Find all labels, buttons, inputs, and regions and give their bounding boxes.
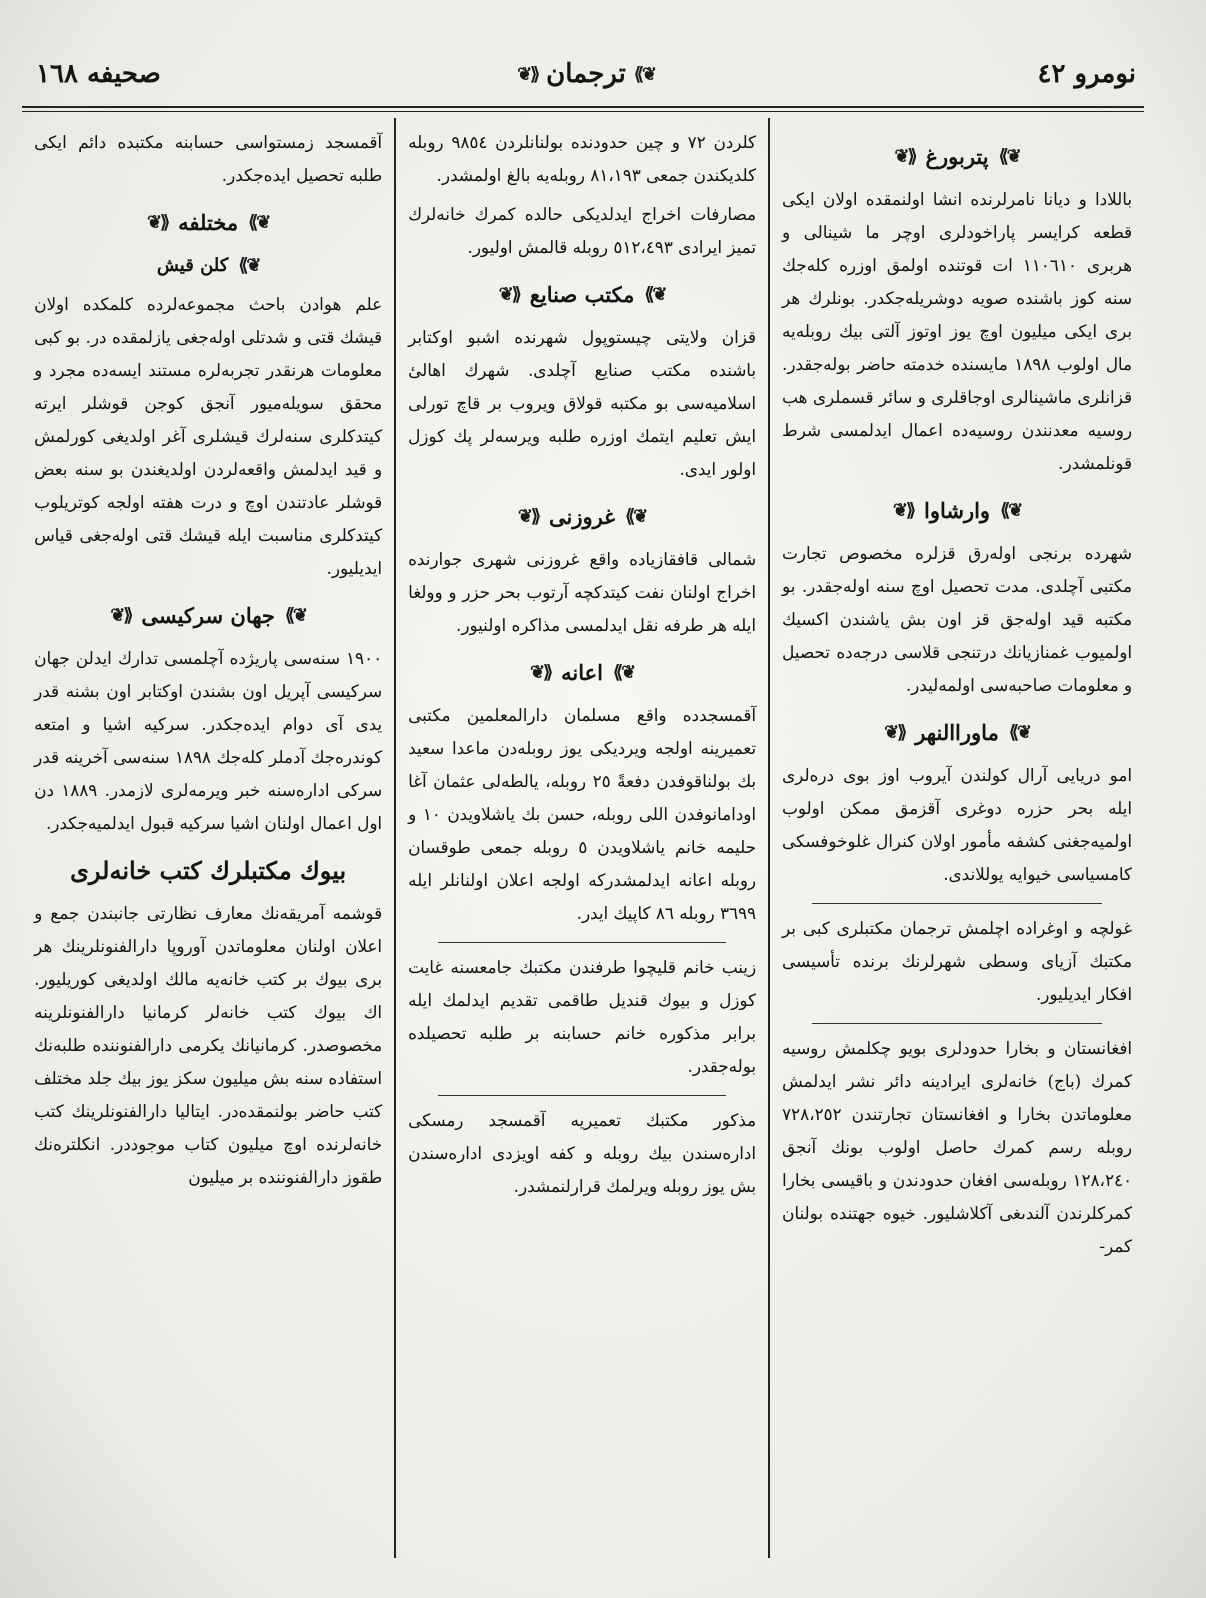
header-rule-thin [22, 111, 1144, 112]
article-text: مذكور مكتبك تعميريه آقمسجد رمسكى اداره‌سندن بيك روبله و كفه اويزدى اداره‌سندن بش يوز روبله ويرلمك قرارلنمشدر. [408, 1110, 757, 1196]
ornament-icon: ⟪❦ [147, 212, 169, 233]
section-heading [408, 500, 756, 533]
masthead-title: ترجمان [546, 59, 626, 89]
article-text: شمالى قافقازياده واقع غروزنى شهرى جوارنده اخراج اولنان نفت كيتدكچه آرتوب بحر حزر و وولغا ايله هر طرفه نقل ايدلمسى مذاكره اولنيور. [408, 549, 757, 635]
page-number: صحيفه ١٦٨ [36, 59, 161, 89]
ornament-icon: ⟪❦ [498, 284, 520, 305]
sub-heading [34, 249, 382, 282]
ornament-icon: ❦⟫ [1000, 500, 1022, 521]
section-heading [408, 278, 756, 311]
section-heading [782, 716, 1132, 749]
columns [22, 118, 1144, 1558]
heading-text: اعانه [561, 660, 604, 685]
ornament-icon: ❦⟫ [1008, 722, 1030, 743]
section-heading [408, 656, 756, 689]
article-text: آقمسجدده واقع مسلمان دارالمعلمين مكتبى تعميرينه اولجه ويرديكى يوز روبله‌دن ماعدا سعيد بك بولناقوفدن دفعةً ٢٥ روبله، يالطه‌لى عثمان آغا اودامانوفدن اللى روبله، حسن بك ياشلاويدن ١٠ و حليمه خانم ياشلاويدن ٥ روبله جمعى طوقسان روبله اعانه ايدلمشدركه اولجه اعلان اولنانلر ايله ٣٦٩٩ روبله ٨٦ كاپيك ايدر. [408, 705, 757, 923]
ornament-icon: ⟪❦ [892, 500, 914, 521]
article-text: كلردن ٧٢ و چين حدودنده بولنانلردن ٩٨٥٤ روبله كلديكندن جمعى ٨١،١٩٣ روبله‌يه بالغ اولمشدر. [408, 132, 757, 185]
ornament-icon: ❦⟫ [998, 146, 1020, 167]
article-text: ١٩٠٠ سنه‌سى پاريژده آچلمسى تدارك ايدلن جهان سركيسى آپريل اون بشندن اوكتابر اون بشنه قدر يدى آى دوام ايده‌جكدر. سركيه اشيا و امتعه كوندره‌جك آدملر كله‌جك ١٨٩٨ سنه‌سى آخرينه قدر سركى اداره‌سنه خبر ويرمه‌لرى لازمدر. ١٨٨٩ دن اول اعمال اولنان اشيا سركيه قبول ايدلميه‌جكدر. [34, 648, 383, 833]
heading-text: بيوك مكتبلرك كتب خانه‌لرى [70, 856, 347, 885]
article-text: قوشمه آمريقه‌نك معارف نظارتى جانبندن جمع و اعلان اولنان معلوماتدن آوروپا دارالفنونلرينك هر برى بيوك بر كتب خانه‌يه مالك اولديغى كوريليور. اك بيوك كتب خانه‌لر كرمانيا دارالفنونلرينه مخصوصدر. كرمانيانك يكرمى دارالفنوننده طلبه‌نك استفاده سنه بش ميليون سكز يوز بيك جلد مختلف كتب حاضر بولنمقده‌در. ايتاليا دارالفنونلرينك كتب خانه‌لرنده اوچ ميليون كتاب موجوددر. انكلتره‌نك طقوز دارالفنوننده بر ميليون [34, 903, 383, 1187]
ornament-icon: ❦⟫ [248, 212, 270, 233]
article-text: قزان ولايتى چيستوپول شهرنده اشبو اوكتابر باشنده مكتب صنايع آچلدى. شهرك اهالىٔ اسلاميه‌سى بو مكتبه قولاق ويروب بر قاچ تورلى ايش تعليم ايتمك اوزره طلبه ويرسه‌لر پك كوزل اولور ايدى. [408, 327, 757, 479]
section-heading [34, 599, 382, 632]
header-rule [22, 106, 1144, 108]
divider [438, 1095, 726, 1096]
heading-text: غروزنى [548, 504, 616, 529]
article-text: علم هوادن باحث مجموعه‌لرده كلمكده اولان قيشك قتى و شدتلى اوله‌جغى يازلمقده در. بو كبى معلومات هرنقدر تجربه‌لره مستند ايسه‌ده مجرد و محقق سويله‌ميور آنجق كوجن قوشلر ايرته كيتدكلرى سنه‌لرك قيشلرى آغر اولديغى كورلمش و قيد ايدلمش واقعه‌لردن اولديغندن بو سنه بعض قوشلر عادتندن اوچ و درت هفته اولجه كوتريلوب كيتدكلرى مناسبت ايله قيشك قتى اوله‌جغى قياس ايديليور. [34, 294, 383, 578]
heading-text: وارشاوا [923, 498, 991, 523]
ornament-icon: ⟪❦ [517, 63, 539, 85]
ornament-icon: ❦⟫ [238, 255, 260, 276]
ornament-icon: ⟪❦ [517, 506, 539, 527]
article-text: مصارفات اخراج ايدلديكى حالده كمرك خانه‌لرك تميز ايرادى ٥١٢،٤٩٣ روبله قالمش اوليور. [408, 204, 757, 257]
ornament-icon: ❦⟫ [613, 662, 635, 683]
article-text: امو دريايى آرال كولندن آيروب اوز بوى دره‌لرى ايله بحر حزره دوغرى آقزمق ممكن اولوب اولميه‌جغنى كشفه مأمور اولان كنرال غلوخوفسكى كامسياسى خيوايه يوللاندى. [782, 765, 1132, 884]
ornament-icon: ❦⟫ [625, 506, 647, 527]
article-text: آقمسجد زمستواسى حسابنه مكتبده دائم ايكى طلبه تحصيل ايده‌جكدر. [34, 132, 383, 185]
ornament-icon: ⟪❦ [884, 722, 906, 743]
section-heading [34, 854, 382, 887]
section-heading [782, 494, 1132, 527]
ornament-icon: ❦⟫ [644, 284, 666, 305]
heading-text: كلن قيش [156, 255, 229, 276]
article-text: زينب خانم قليچوا طرفندن مكتبك جامعسنه غايت كوزل و بيوك قنديل طاقمى تقديم ايدلمك ايله برابر مذكوره خانم حسابنه بر طلبه تحصيلده بوله‌جقدر. [408, 957, 757, 1076]
divider [812, 903, 1102, 904]
page-header [22, 46, 1144, 102]
divider [812, 1023, 1102, 1024]
heading-text: جهان سركيسى [141, 603, 275, 628]
column-right [770, 118, 1144, 1558]
ornament-icon: ⟪❦ [530, 662, 552, 683]
article-text: غولچه و اوغراده اچلمش ترجمان مكتبلرى كبى بر مكتبك آزياى وسطى شهرلرنك برنده تأسيسى افكار ايديليور. [782, 918, 1132, 1004]
ornament-icon: ❦⟫ [284, 605, 306, 626]
article-text: افغانستان و بخارا حدودلرى بويو چكلمش روسيه كمرك (باج) خانه‌لرى ايرادينه دائر نشر ايدلمش معلوماتدن بخارا و افغانستان تجارتندن ٧٢٨،٢٥٢ روبله رسم كمرك حاصل اولوب بونك آنجق ١٢٨،٢٤٠ روبله‌سى افغان حدودندن و باقيسى بخارا كمركلرندن آلندىغى آكلاشليور. خيوه جهتنده بولنان كمر- [782, 1038, 1132, 1256]
column-middle [396, 118, 770, 1558]
heading-text: مختلفه [178, 210, 239, 235]
article-text: شهرده برنجى اوله‌رق قزلره مخصوص تجارت مكتبى آچلدى. مدت تحصيل اوچ سنه اوله‌جقدر. بو مكتبه قيد اوله‌جق قز اون بش ياشندن اكسيك اولميوب غمنازيانك درتنجى قلاسى درجه‌ده تحصيل و معلومات صاحبه‌سى اولمه‌ليدر. [782, 543, 1132, 695]
article-text: باللادا و ديانا نامرلرنده انشا اولنمقده اولان ايكى قطعه كرايسر پاراخودلرى اوچر ما شينالى و هربرى ١١٠٦١٠ ات قوتنده اولمق اوزره كله‌جك سنه كوز باشنده صويه دوشريله‌جكدر. بونلرك هر برى ايكى ميليون اوچ يوز اوتوز آلتى بيك روبله‌يه مال اولوب ١٨٩٨ مايسنده خدمته حاضر بوله‌جقدر. قزانلرى ماشينالرى اوجاقلرى و سائر قسملرى هب روسيه معدنندن روسيه‌ده اعمال ايدلمسى شرط قونلمشدر. [782, 189, 1133, 473]
issue-number: نومرو ٤٢ [1037, 59, 1136, 89]
heading-text: ماوراالنهر [915, 720, 999, 745]
masthead [517, 59, 655, 89]
section-heading [34, 206, 382, 239]
section-heading [782, 140, 1132, 173]
heading-text: مكتب صنايع [529, 282, 635, 307]
ornament-icon: ❦⟫ [633, 63, 655, 85]
ornament-icon: ⟪❦ [894, 146, 916, 167]
column-left [22, 118, 396, 1558]
divider [438, 942, 726, 943]
heading-text: پتربورغ [925, 144, 989, 169]
ornament-icon: ⟪❦ [110, 605, 132, 626]
